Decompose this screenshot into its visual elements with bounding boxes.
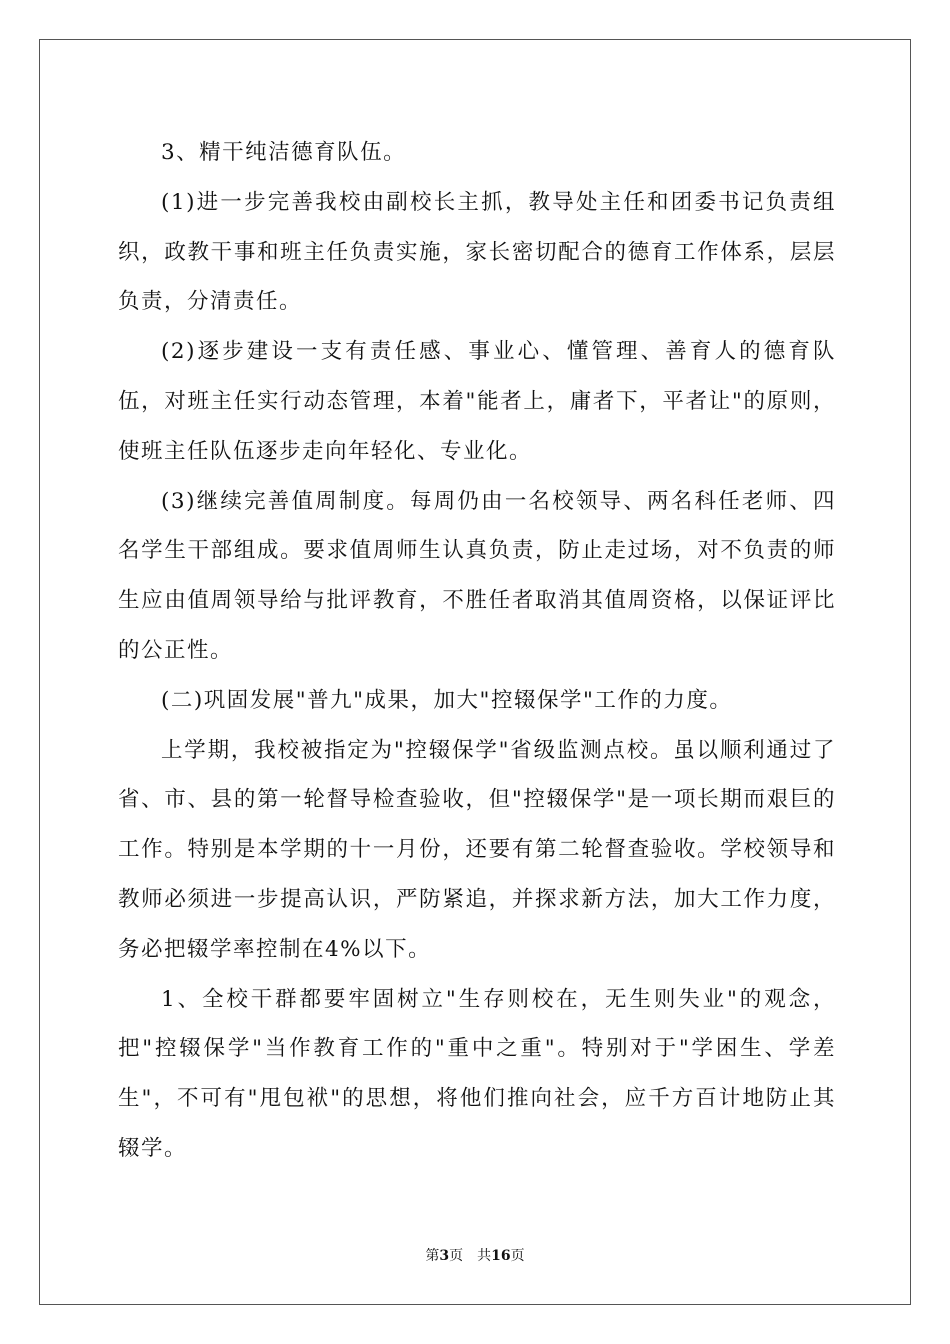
document-body bbox=[118, 128, 836, 1174]
page-number: 3 bbox=[439, 1248, 450, 1264]
total-suffix: 页 bbox=[510, 1248, 525, 1264]
page-footer bbox=[0, 1245, 950, 1265]
paragraph: 上学期，我校被指定为"控辍保学"省级监测点校。虽以顺利通过了省、市、县的第一轮督导检查验收，但"控辍保学"是一项长期而艰巨的工作。特别是本学期的十一月份，还要有第二轮督查验收。学校领导和教师必须进一步提高认识，严防紧追，并探求新方法，加大工作力度，务必把辍学率控制在4%以下。 bbox=[118, 737, 836, 962]
paragraph: 1、全校干群都要牢固树立"生存则校在，无生则失业"的观念，把"控辍保学"当作教育工作的"重中之重"。特别对于"学困生、学差生"，不可有"甩包袱"的思想，将他们推向社会，应千方百计地防止其辍学。 bbox=[118, 986, 836, 1161]
paragraph: (二)巩固发展"普九"成果，加大"控辍保学"工作的力度。 bbox=[161, 687, 733, 713]
paragraph: (3)继续完善值周制度。每周仍由一名校领导、两名科任老师、四名学生干部组成。要求值周师生认真负责，防止走过场，对不负责的师生应由值周领导给与批评教育，不胜任者取消其值周资格，以保证评比的公正性。 bbox=[118, 488, 836, 663]
paragraph: (1)进一步完善我校由副校长主抓，教导处主任和团委书记负责组织，政教干事和班主任负责实施，家长密切配合的德育工作体系，层层负责，分清责任。 bbox=[118, 189, 836, 315]
paragraph: 3、精干纯洁德育队伍。 bbox=[161, 140, 407, 165]
total-pages: 16 bbox=[491, 1248, 511, 1264]
paragraph: (2)逐步建设一支有责任感、事业心、懂管理、善育人的德育队伍，对班主任实行动态管理，本着"能者上，庸者下，平者让"的原则，使班主任队伍逐步走向年轻化、专业化。 bbox=[118, 339, 836, 464]
total-prefix: 共 bbox=[477, 1248, 492, 1264]
page-prefix: 第 bbox=[425, 1248, 440, 1264]
page-suffix: 页 bbox=[449, 1248, 464, 1264]
